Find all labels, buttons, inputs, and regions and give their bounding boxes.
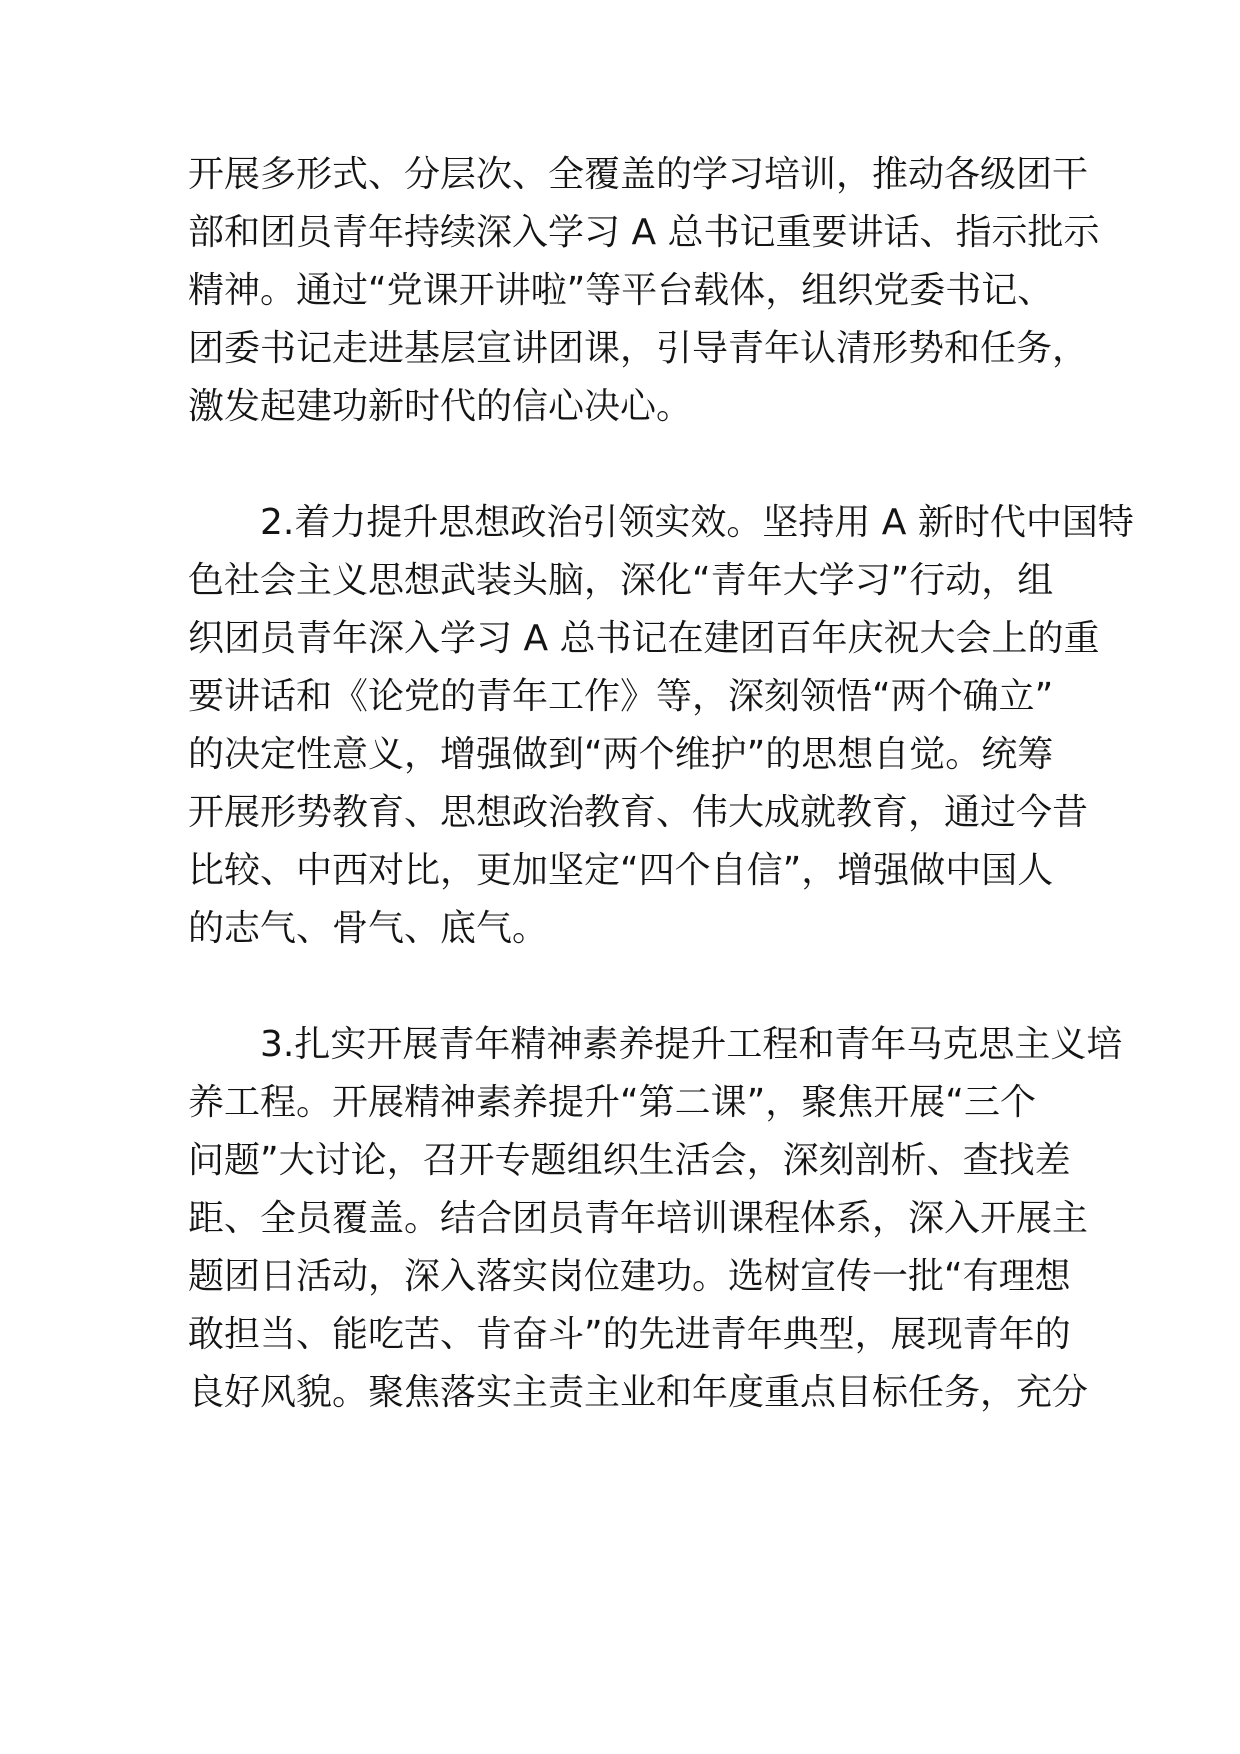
paragraph-line: 3.扎实开展青年精神素养提升工程和青年马克思主义培 [260,1024,1123,1065]
paragraph-line: 开展多形式、分层次、全覆盖的学习培训，推动各级团干 [188,154,1089,195]
paragraph-line: 的志气、骨气、底气。 [188,908,549,949]
paragraph-line: 部和团员青年持续深入学习 A 总书记重要讲话、指示批示 [188,212,1100,253]
paragraph-line: 织团员青年深入学习 A 总书记在建团百年庆祝大会上的重 [188,618,1100,659]
paragraph-line: 2.着力提升思想政治引领实效。坚持用 A 新时代中国特 [260,502,1134,543]
paragraph-line: 题团日活动，深入落实岗位建功。选树宣传一批“有理想 [188,1256,1071,1297]
paragraph-line: 色社会主义思想武装头脑，深化“青年大学习”行动，组 [188,560,1054,601]
paragraph-line: 激发起建功新时代的信心决心。 [188,386,693,427]
paragraph-line: 团委书记走进基层宣讲团课，引导青年认清形势和任务， [188,328,1089,369]
paragraph-line: 距、全员覆盖。结合团员青年培训课程体系，深入开展主 [188,1198,1089,1239]
paragraph-line: 要讲话和《论党的青年工作》等，深刻领悟“两个确立” [188,676,1054,717]
paragraph-line: 开展形势教育、思想政治教育、伟大成就教育，通过今昔 [188,792,1089,833]
paragraph-line: 问题”大讨论，召开专题组织生活会，深刻剖析、查找差 [188,1140,1071,1181]
paragraph-line: 的决定性意义，增强做到“两个维护”的思想自觉。统筹 [188,734,1054,775]
paragraph-line: 养工程。开展精神素养提升“第二课”，聚焦开展“三个 [188,1082,1036,1123]
paragraph-line: 精神。通过“党课开讲啦”等平台载体，组织党委书记、 [188,270,1054,311]
paragraph-line: 敢担当、能吃苦、肯奋斗”的先进青年典型，展现青年的 [188,1314,1071,1355]
paragraph-line: 比较、中西对比，更加坚定“四个自信”，增强做中国人 [188,850,1054,891]
paragraph-line: 良好风貌。聚焦落实主责主业和年度重点目标任务，充分 [188,1372,1089,1413]
